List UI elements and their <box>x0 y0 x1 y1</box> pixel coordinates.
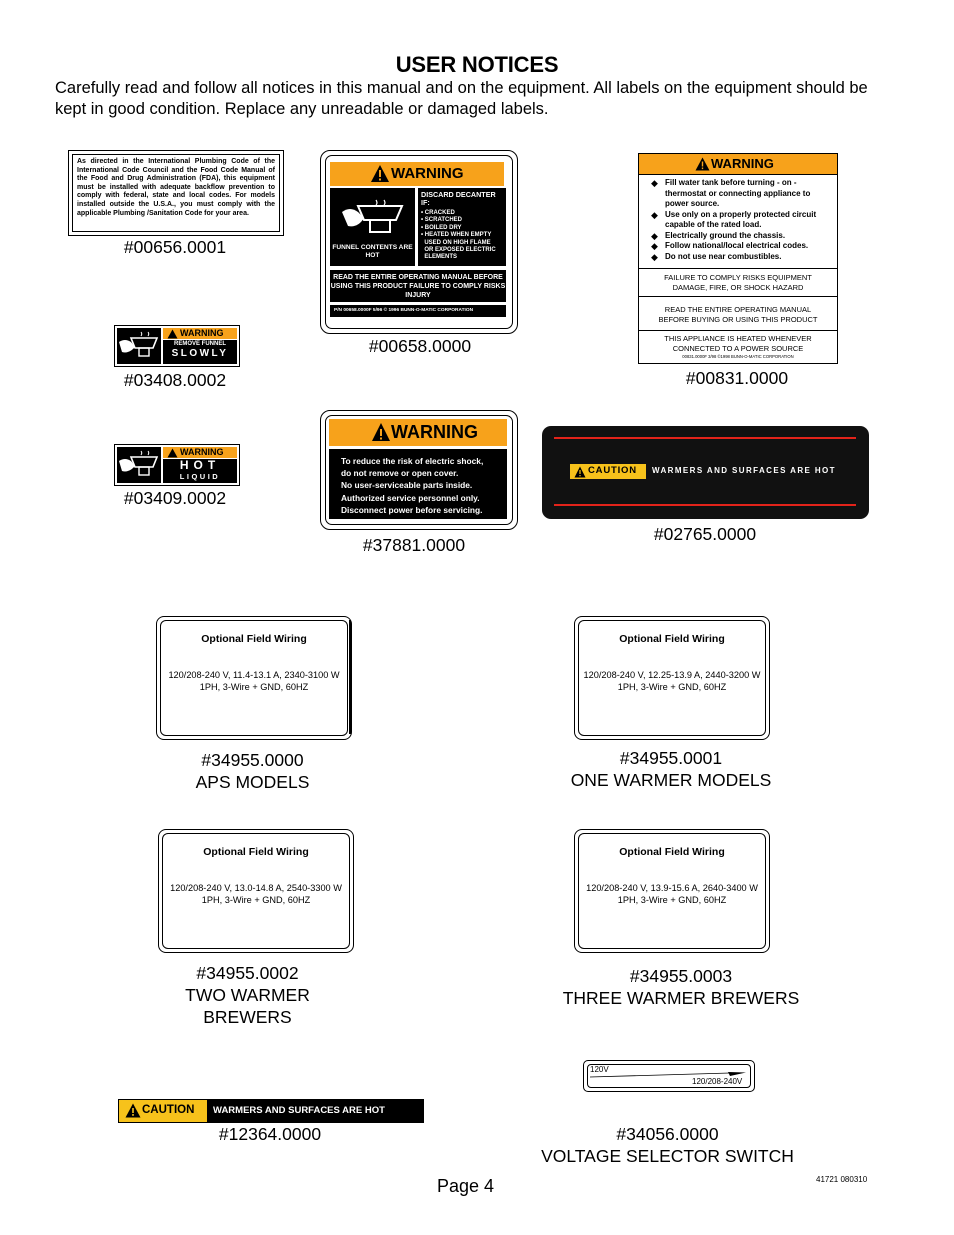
hot-liquid-pictogram <box>117 447 161 483</box>
shock-warning-header <box>329 419 507 446</box>
tank-warning-label <box>638 153 838 364</box>
voltage-selector-label <box>583 1060 755 1092</box>
voltage-right-label: 120/208-240V <box>692 1077 743 1086</box>
tank-warning-item: ◆ Use only on a properly protected circuit capable of the rated load. <box>651 210 833 231</box>
discard-reason: • HEATED WHEN EMPTY <box>421 232 492 239</box>
part-number-34955-0000: #34955.0000 <box>201 750 304 770</box>
hot-liquid-line1: HOT <box>179 458 221 472</box>
model-name: THREE WARMER BREWERS <box>562 988 800 1008</box>
warmers-hot-strip-label <box>118 1099 424 1123</box>
decanter-pictogram-panel <box>330 188 415 266</box>
wiring-spec-line2: 1PH, 3-Wire + GND, 60HZ <box>617 894 727 905</box>
caption-voltage-selector <box>540 1123 795 1167</box>
part-number-34955-0003: #34955.0003 <box>629 966 733 986</box>
voltage-selector-caption: VOLTAGE SELECTOR SWITCH <box>541 1146 794 1166</box>
wiring-title: Optional Field Wiring <box>203 846 309 858</box>
discard-reason: ELEMENTS <box>424 254 458 261</box>
shock-warning-heading: WARNING <box>391 422 478 442</box>
tank-heated-section <box>639 330 837 363</box>
part-number-34955-0002: #34955.0002 <box>196 963 299 983</box>
part-number-03408: #03408.0002 <box>123 370 227 390</box>
remove-funnel-heading: WARNING <box>180 328 224 338</box>
tank-warning-item: ◆ Fill water tank before turning - on - thermostat or connecting appliance to power source. <box>651 178 833 210</box>
caution-text: CAUTION <box>142 1104 195 1116</box>
wiring-label-aps <box>156 616 352 740</box>
wiring-spec-line2: 1PH, 3-Wire + GND, 60HZ <box>617 681 727 692</box>
hot-liquid-body <box>163 459 237 483</box>
intro-paragraph: Carefully read and follow all notices in this manual and on the equipment. All labels on the equipment should be kept in good condition. Replace any unreadable or damaged labels. <box>55 79 868 118</box>
discard-reason: OR EXPOSED ELECTRIC <box>424 247 496 254</box>
decanter-footer-text: P/N 00658.0000F 5/96 © 1996 BUNN-O-MATIC CORPORATION <box>330 305 506 317</box>
wiring-label-one-warmer <box>574 616 770 740</box>
wiring-specs <box>157 670 351 693</box>
caution-text: CAUTION <box>588 465 637 476</box>
wiring-specs <box>159 883 353 906</box>
tank-warning-header <box>639 154 837 175</box>
plumbing-code-label <box>68 150 284 236</box>
wiring-label-three-warmer <box>574 829 770 953</box>
tank-failure-text: FAILURE TO COMPLY RISKS EQUIPMENT DAMAGE, FIRE, OR SHOCK HAZARD <box>639 268 837 296</box>
funnel-contents-text: FUNNEL CONTENTS ARE HOT <box>332 244 413 259</box>
electric-shock-warning-label <box>320 410 518 530</box>
part-number-34056: #34056.0000 <box>616 1124 719 1144</box>
tank-warning-list <box>651 178 833 262</box>
model-name: TWO WARMER BREWERS <box>185 985 310 1027</box>
wiring-spec-line1: 120/208-240 V, 13.9-15.6 A, 2640-3400 W <box>586 883 758 893</box>
shock-warning-line: No user-serviceable parts inside. <box>341 480 473 491</box>
remove-funnel-line1: REMOVE FUNNEL <box>173 341 226 347</box>
warning-triangle-icon <box>371 422 391 442</box>
red-line-top <box>554 437 856 439</box>
divider-line <box>349 620 351 734</box>
shock-warning-line: Disconnect power before servicing. <box>341 504 483 515</box>
wiring-title: Optional Field Wiring <box>619 846 725 858</box>
warning-triangle-icon <box>370 164 390 183</box>
discard-decanter-panel <box>418 188 506 266</box>
shock-warning-line: do not remove or open cover. <box>341 468 459 479</box>
remove-funnel-warning-label <box>114 325 240 367</box>
hand-funnel-icon <box>117 328 161 364</box>
model-name: APS MODELS <box>195 772 310 792</box>
wiring-specs <box>575 883 769 906</box>
wiring-label-two-warmer <box>158 829 354 953</box>
discard-reason: USED ON HIGH FLAME <box>424 239 491 246</box>
part-number-00658: #00658.0000 <box>368 336 472 356</box>
hot-liquid-warning-label <box>114 444 240 486</box>
model-name: ONE WARMER MODELS <box>570 770 772 790</box>
warning-triangle-icon <box>695 157 710 171</box>
tank-warning-item: ◆ Follow national/local electrical codes. <box>651 241 833 252</box>
part-number-37881: #37881.0000 <box>362 535 466 555</box>
tank-warning-item: ◆ Electrically ground the chassis. <box>651 231 833 242</box>
tank-heated-text: THIS APPLIANCE IS HEATED WHENEVER CONNECTED TO A POWER SOURCE <box>664 334 812 353</box>
wiring-title: Optional Field Wiring <box>619 633 725 645</box>
decanter-warning-label <box>320 150 518 334</box>
part-number-00656: #00656.0001 <box>123 237 227 257</box>
page-title: USER NOTICES <box>395 52 559 77</box>
caution-triangle-icon <box>574 466 586 478</box>
warmers-hot-text: WARMERS AND SURFACES ARE HOT <box>213 1105 385 1116</box>
shock-warning-body <box>329 449 507 519</box>
warmers-hot-strip-panel <box>207 1100 423 1122</box>
shock-warning-line: To reduce the risk of electric shock, <box>341 456 484 466</box>
caption-three-warmer <box>560 965 802 1009</box>
discard-reason: • SCRATCHED <box>421 217 463 224</box>
discard-decanter-title: DISCARD DECANTER IF: <box>421 190 496 208</box>
decanter-warning-heading: WARNING <box>391 165 464 182</box>
caption-one-warmer <box>560 747 782 791</box>
wiring-spec-line1: 120/208-240 V, 13.0-14.8 A, 2540-3300 W <box>170 883 342 893</box>
discard-reasons-list <box>421 210 505 262</box>
wiring-title: Optional Field Wiring <box>201 633 307 645</box>
part-number-03409: #03409.0002 <box>123 488 227 508</box>
discard-reason: • BOILED DRY <box>421 224 462 231</box>
funnel-pictogram <box>117 328 161 364</box>
warmers-hot-black-label <box>542 426 869 519</box>
warmers-hot-text: WARMERS AND SURFACES ARE HOT <box>652 466 836 475</box>
wiring-spec-line1: 120/208-240 V, 11.4-13.1 A, 2340-3100 W <box>168 670 340 680</box>
part-number-12364: #12364.0000 <box>218 1124 322 1144</box>
part-number-00831: #00831.0000 <box>685 368 789 388</box>
decanter-read-manual-text: READ THE ENTIRE OPERATING MANUAL BEFORE USING THIS PRODUCT FAILURE TO COMPLY RISKS INJURY <box>330 270 506 302</box>
remove-funnel-body <box>163 340 237 364</box>
page-number: Page 4 <box>437 1176 495 1196</box>
tank-footer-text: 00831.0000F 3/98 ©1998 BUNN-O-MATIC CORPORATION <box>682 354 794 359</box>
hot-liquid-heading: WARNING <box>180 447 224 457</box>
hot-liquid-line2: LIQUID <box>179 472 221 481</box>
discard-reason: • CRACKED <box>421 210 455 216</box>
wiring-spec-line2: 1PH, 3-Wire + GND, 60HZ <box>199 681 309 692</box>
funnel-hand-icon <box>340 198 406 238</box>
tank-warning-item: ◆ Do not use near combustibles. <box>651 252 833 263</box>
remove-funnel-line2: SLOWLY <box>171 348 229 359</box>
warning-triangle-icon <box>167 448 178 458</box>
tank-read-manual-text: READ THE ENTIRE OPERATING MANUAL BEFORE BUYING OR USING THIS PRODUCT <box>639 296 837 330</box>
part-number-02765: #02765.0000 <box>653 524 757 544</box>
wiring-specs <box>575 670 769 693</box>
voltage-left-label: 120V <box>590 1065 609 1074</box>
caution-badge <box>570 464 646 479</box>
plumbing-code-text: As directed in the International Plumbing Code of the International Code Council and the Food Code Manual of the Food and Drug Administration (FDA), this equipment must be installed with adequate backflow prevention to comply with federal, state and local codes. For models installed outside the U.S.A., you must comply with the applicable Plumbing /Sanitation Code for your area. <box>72 154 280 232</box>
shock-warning-line: Authorized service personnel only. <box>341 492 480 503</box>
remove-funnel-heading-bar <box>163 328 237 339</box>
hand-funnel-icon <box>117 447 161 483</box>
hot-liquid-heading-bar <box>163 447 237 458</box>
wiring-spec-line1: 120/208-240 V, 12.25-13.9 A, 2440-3200 W <box>583 670 761 680</box>
wiring-spec-line2: 1PH, 3-Wire + GND, 60HZ <box>201 894 311 905</box>
document-code: 41721 080310 <box>816 1175 868 1184</box>
part-number-34955-0001: #34955.0001 <box>619 748 723 768</box>
caption-aps-models <box>150 749 355 793</box>
red-line-bottom <box>554 504 856 506</box>
tank-warning-heading: WARNING <box>711 156 774 171</box>
caption-two-warmer <box>140 962 355 1028</box>
caution-badge <box>119 1100 207 1122</box>
warning-triangle-icon <box>167 329 178 339</box>
caution-triangle-icon <box>125 1103 141 1118</box>
decanter-warning-header <box>330 162 504 186</box>
